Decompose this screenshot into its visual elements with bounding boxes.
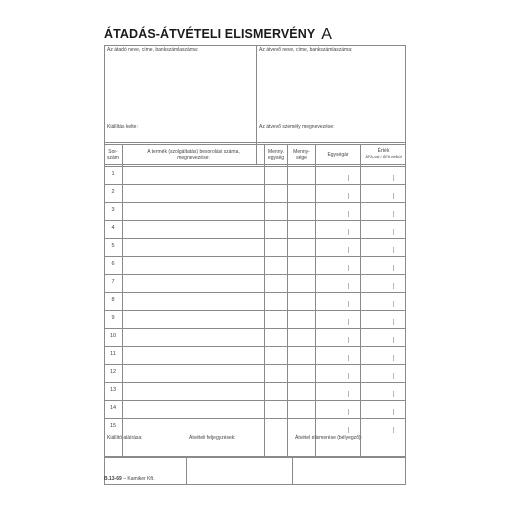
value-tick	[393, 355, 394, 361]
value-tick	[393, 175, 394, 181]
receiver-person-label: Az átvevő személy megnevezése:	[259, 124, 335, 130]
row-number: 3	[111, 207, 115, 213]
table-row	[104, 292, 406, 310]
header-value-line1: Érték	[377, 148, 390, 154]
value-tick	[393, 211, 394, 217]
receiver-label: Az átvevő neve, címe, bankszámlaszáma:	[259, 47, 353, 53]
issue-date-label: Kiállítás kelte:	[107, 124, 138, 130]
unit-price-tick	[348, 193, 349, 199]
value-tick	[393, 247, 394, 253]
header-product-line2: megnevezése:	[177, 155, 210, 161]
row-number: 10	[109, 333, 117, 339]
table-row	[104, 382, 406, 400]
unit-price-tick	[348, 175, 349, 181]
value-tick	[393, 337, 394, 343]
table-row	[104, 364, 406, 382]
header-quantity	[288, 149, 315, 161]
value-tick	[393, 193, 394, 199]
unit-price-tick	[348, 247, 349, 253]
row-number: 15	[109, 423, 117, 429]
unit-price-tick	[348, 283, 349, 289]
form-title-letter: A	[321, 26, 333, 43]
row-number: 4	[111, 225, 115, 231]
value-tick	[393, 319, 394, 325]
header-unit	[265, 149, 287, 161]
table-row	[104, 238, 406, 256]
giver-label: Az átadó neve, címe, bankszámlaszáma:	[107, 47, 199, 53]
table-row	[104, 166, 406, 184]
value-tick	[393, 229, 394, 235]
unit-price-tick	[348, 373, 349, 379]
receipt-ack-label: Átvétel elismerése (bélyegző):	[295, 435, 362, 441]
header-quantity-line1: Menny-	[293, 149, 310, 155]
row-number: 5	[111, 243, 115, 249]
header-serial	[104, 149, 122, 161]
header-serial-line1: Sor-	[108, 149, 118, 155]
value-tick	[393, 409, 394, 415]
header-serial-line2: szám	[107, 155, 119, 161]
signature-divider-2	[292, 457, 293, 485]
form-title	[104, 25, 332, 43]
form-title-text: ÁTADÁS-ÁTVÉTELI ELISMERVÉNY	[104, 27, 316, 41]
table-row	[104, 400, 406, 418]
value-tick	[393, 283, 394, 289]
header-product-line1: A termék (szolgáltatás) besorolási száma,	[147, 149, 240, 155]
row-number: 7	[111, 279, 115, 285]
unit-price-tick	[348, 355, 349, 361]
table-row	[104, 202, 406, 220]
table-row	[104, 220, 406, 238]
row-number: 6	[111, 261, 115, 267]
row-number: 9	[111, 315, 115, 321]
unit-price-tick	[348, 229, 349, 235]
signature-divider-1	[186, 457, 187, 485]
receipt-form	[104, 25, 406, 485]
unit-price-tick	[348, 427, 349, 433]
value-tick	[393, 391, 394, 397]
unit-price-tick	[348, 211, 349, 217]
row-number: 13	[109, 387, 117, 393]
unit-price-tick	[348, 319, 349, 325]
unit-price-tick	[348, 265, 349, 271]
table-row	[104, 184, 406, 202]
value-tick	[393, 427, 394, 433]
table-row	[104, 274, 406, 292]
form-publisher: – Kamiker Kft.	[123, 476, 155, 482]
unit-price-tick	[348, 337, 349, 343]
header-unit-price: Egységár	[327, 152, 349, 158]
value-tick	[393, 301, 394, 307]
form-footer	[104, 476, 155, 482]
row-number: 12	[109, 369, 117, 375]
table-row	[104, 418, 406, 436]
unit-price-tick	[348, 391, 349, 397]
table-row	[104, 256, 406, 274]
row-number: 11	[110, 351, 116, 357]
table-row	[104, 328, 406, 346]
row-number: 8	[111, 297, 115, 303]
row-number: 2	[111, 189, 115, 195]
row-number: 1	[111, 171, 115, 177]
value-tick	[393, 265, 394, 271]
row-number: 14	[109, 405, 117, 411]
issuer-signature-label: Kiállító aláírása:	[107, 435, 143, 441]
value-tick	[393, 373, 394, 379]
unit-price-tick	[348, 301, 349, 307]
header-value	[361, 148, 406, 160]
form-code: B.13-69	[104, 476, 122, 482]
receipt-notes-label: Átvételi feljegyzések:	[189, 435, 236, 441]
parties-bottom-divider	[104, 142, 406, 143]
header-value-line2: ÁFA-val / ÁFA nélkül	[365, 154, 402, 159]
header-quantity-line2: sége	[296, 155, 307, 161]
table-row	[104, 310, 406, 328]
header-unit-line1: Menny.	[267, 149, 285, 155]
header-unit-line2: egység	[267, 155, 285, 161]
unit-price-tick	[348, 409, 349, 415]
header-product	[123, 149, 264, 161]
table-row	[104, 346, 406, 364]
